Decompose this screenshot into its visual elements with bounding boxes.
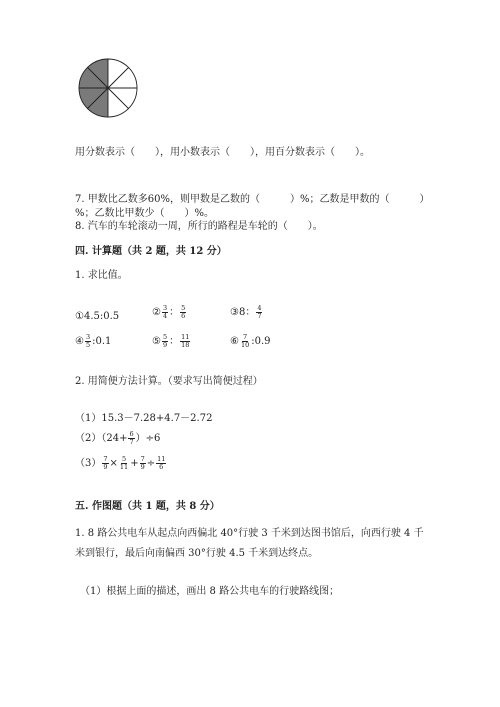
calc-1: （1）15.3－7.28+4.7－2.72 [75,413,213,424]
ratio-5-prefix: ⑤ [152,336,161,347]
ratio-6-fraction [240,334,250,349]
ratio-2-fraction-a [162,305,168,320]
calc-3-op-3: ÷ [146,458,156,469]
numerator: 11 [181,333,190,341]
calc-3 [75,456,167,471]
calc-3-fraction-a [102,456,108,471]
bus-question-line-2: 米到银行，最后向南偏西 30°行驶 4.5 千米到达终点。 [75,548,319,559]
ratio-6-prefix: ⑥ [230,336,239,347]
numerator: 5 [162,333,168,341]
numerator: 11 [157,455,166,463]
ratio-5-fraction-b [180,334,190,349]
fill-in-question: 用分数表示（ ），用小数表示（ ），用百分数表示（ ）。 [75,147,370,158]
denominator: 18 [181,341,190,349]
calc-2 [75,431,160,446]
ratio-2-prefix: ② [152,307,161,318]
numerator: 7 [140,455,145,463]
denominator: 9 [103,463,108,471]
numerator: 3 [85,333,91,341]
ratio-5-fraction-a [162,334,168,349]
ratio-2-sep: ： [169,307,180,318]
section-5-title: 五. 作图题（共 1 题，共 8 分） [75,501,220,512]
denominator: 11 [119,463,129,471]
numerator: 4 [257,304,262,312]
numerator: 7 [243,333,248,341]
ratio-4-prefix: ④ [75,336,84,347]
denominator: 7 [129,438,134,446]
ratio-6 [230,334,271,349]
question-1-title: 1. 求比值。 [75,270,128,281]
ratio-4-tail: :0.1 [92,336,112,347]
calc-3-prefix: （3） [75,458,102,469]
ratio-5-sep: ： [169,336,180,347]
denominator: 9 [140,463,145,471]
denominator: 7 [257,312,262,320]
calc-2-prefix: （2）（24+ [75,433,128,444]
denominator: 10 [240,341,250,349]
denominator: 4 [162,312,168,320]
numerator: 7 [103,455,108,463]
calc-3-fraction-c [140,456,146,471]
pie-slices [79,59,137,117]
question-2-title: 2. 用简便方法计算。（要求写出简便过程） [75,376,263,387]
calc-3-op-2: + [130,458,139,469]
calc-2-fraction [128,431,134,446]
question-8: 8. 汽车的车轮滚动一周，所行的路程是车轮的（ ）。 [75,221,323,232]
denominator: 5 [85,341,91,349]
numerator: 5 [121,455,127,463]
ratio-5 [152,334,191,349]
denominator: 6 [181,312,186,320]
calc-3-fraction-b [119,456,129,471]
question-7-line-2: %；乙数比甲数少（ ）%。 [75,208,215,219]
denominator: 6 [159,463,164,471]
calc-3-op-1: × [109,458,118,469]
ratio-2 [152,305,187,320]
ratio-4-fraction [85,334,91,349]
pie-figure [77,57,139,119]
numerator: 3 [162,304,168,312]
ratio-2-fraction-b [180,305,186,320]
ratio-4 [75,334,111,349]
numerator: 5 [181,304,186,312]
denominator: 9 [162,341,168,349]
ratio-3-prefix: ③8： [230,307,256,318]
question-7-line-1: 7. 甲数比乙数多60%，则甲数是乙数的（ ）%；乙数是甲数的（ ） [75,194,430,205]
bus-question-line-1: 1. 8 路公共电车从起点向西偏北 40°行驶 3 千米到达图书馆后，向西行驶 4 千 [75,528,424,539]
ratio-6-tail: :0.9 [251,336,271,347]
ratio-3 [230,305,263,320]
bus-question-sub-1: （1）根据上面的描述，画出 8 路公共电车的行驶路线图； [80,586,340,597]
ratio-3-fraction [256,305,262,320]
section-4-title: 四. 计算题（共 2 题，共 12 分） [75,246,227,257]
calc-2-tail: ）÷6 [135,433,161,444]
numerator: 6 [129,430,134,438]
ratio-1: ①4.5:0.5 [75,311,120,322]
calc-3-fraction-d [156,456,166,471]
